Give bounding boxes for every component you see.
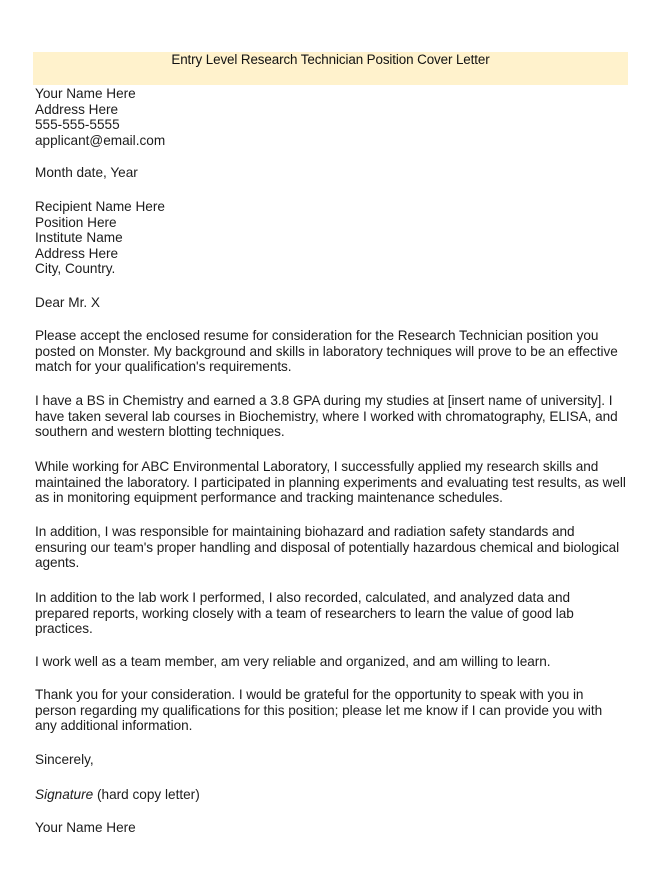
sender-name: Your Name Here — [35, 86, 136, 101]
signature-label: Signature — [35, 787, 94, 802]
document-title: Entry Level Research Technician Position Cover Letter — [171, 52, 490, 67]
body-paragraph: In addition, I was responsible for maintaining biohazard and radiation safety standards and ensuring our team's proper handling and disposal of potentially hazardous chemical and biological agents. — [35, 524, 620, 571]
body-paragraph: I have a BS in Chemistry and earned a 3.8 GPA during my studies at [insert name of university]. I have taken several lab courses in Biochemistry, where I worked with chromatography, ELISA, and southern and western blotting techniques. — [35, 393, 618, 440]
date-line — [35, 165, 635, 181]
recipient-name: Recipient Name Here — [35, 199, 165, 214]
body-paragraph: In addition to the lab work I performed, I also recorded, calculated, and analyzed data and prepared reports, working closely with a team of researchers to learn the value of good lab practices. — [35, 590, 574, 637]
recipient-institute: Institute Name — [35, 230, 123, 246]
signature-note: (hard copy letter) — [96, 787, 200, 802]
sender-phone: 555-555-5555 — [35, 117, 120, 133]
body-paragraph: I work well as a team member, am very reliable and organized, and am willing to learn. — [35, 654, 551, 669]
salutation: Dear Mr. X — [35, 295, 100, 310]
recipient-address: Address Here — [35, 245, 119, 261]
title-band — [33, 52, 628, 85]
signature-line — [35, 787, 635, 803]
sender-email: applicant@email.com — [35, 132, 166, 148]
signer-line — [35, 820, 635, 836]
recipient-city-country: City, Country. — [35, 261, 116, 277]
sender-block — [35, 86, 635, 148]
body-paragraph: Please accept the enclosed resume for consideration for the Research Technician position you posted on Monster. My background and skills in laboratory techniques will prove to be an effective match for your qualification's requirements. — [35, 328, 618, 375]
sender-address: Address Here — [35, 101, 119, 117]
closing-line — [35, 752, 635, 768]
body-paragraph: While working for ABC Environmental Laboratory, I successfully applied my research skills and maintained the laboratory. I participated in planning experiments and evaluating test results, as well as in monitoring equipment performance and tracking maintenance schedules. — [35, 459, 626, 506]
closing: Sincerely, — [35, 752, 94, 767]
signer-name: Your Name Here — [35, 820, 136, 835]
salutation-line — [35, 295, 635, 311]
recipient-position: Position Here — [35, 214, 117, 230]
recipient-block — [35, 199, 635, 277]
letter-date: Month date, Year — [35, 165, 138, 180]
body-paragraph: Thank you for your consideration. I would be grateful for the opportunity to speak with you in person regarding my qualifications for this position; please let me know if I can provide you with any additional information. — [35, 687, 603, 734]
signature — [35, 787, 635, 803]
